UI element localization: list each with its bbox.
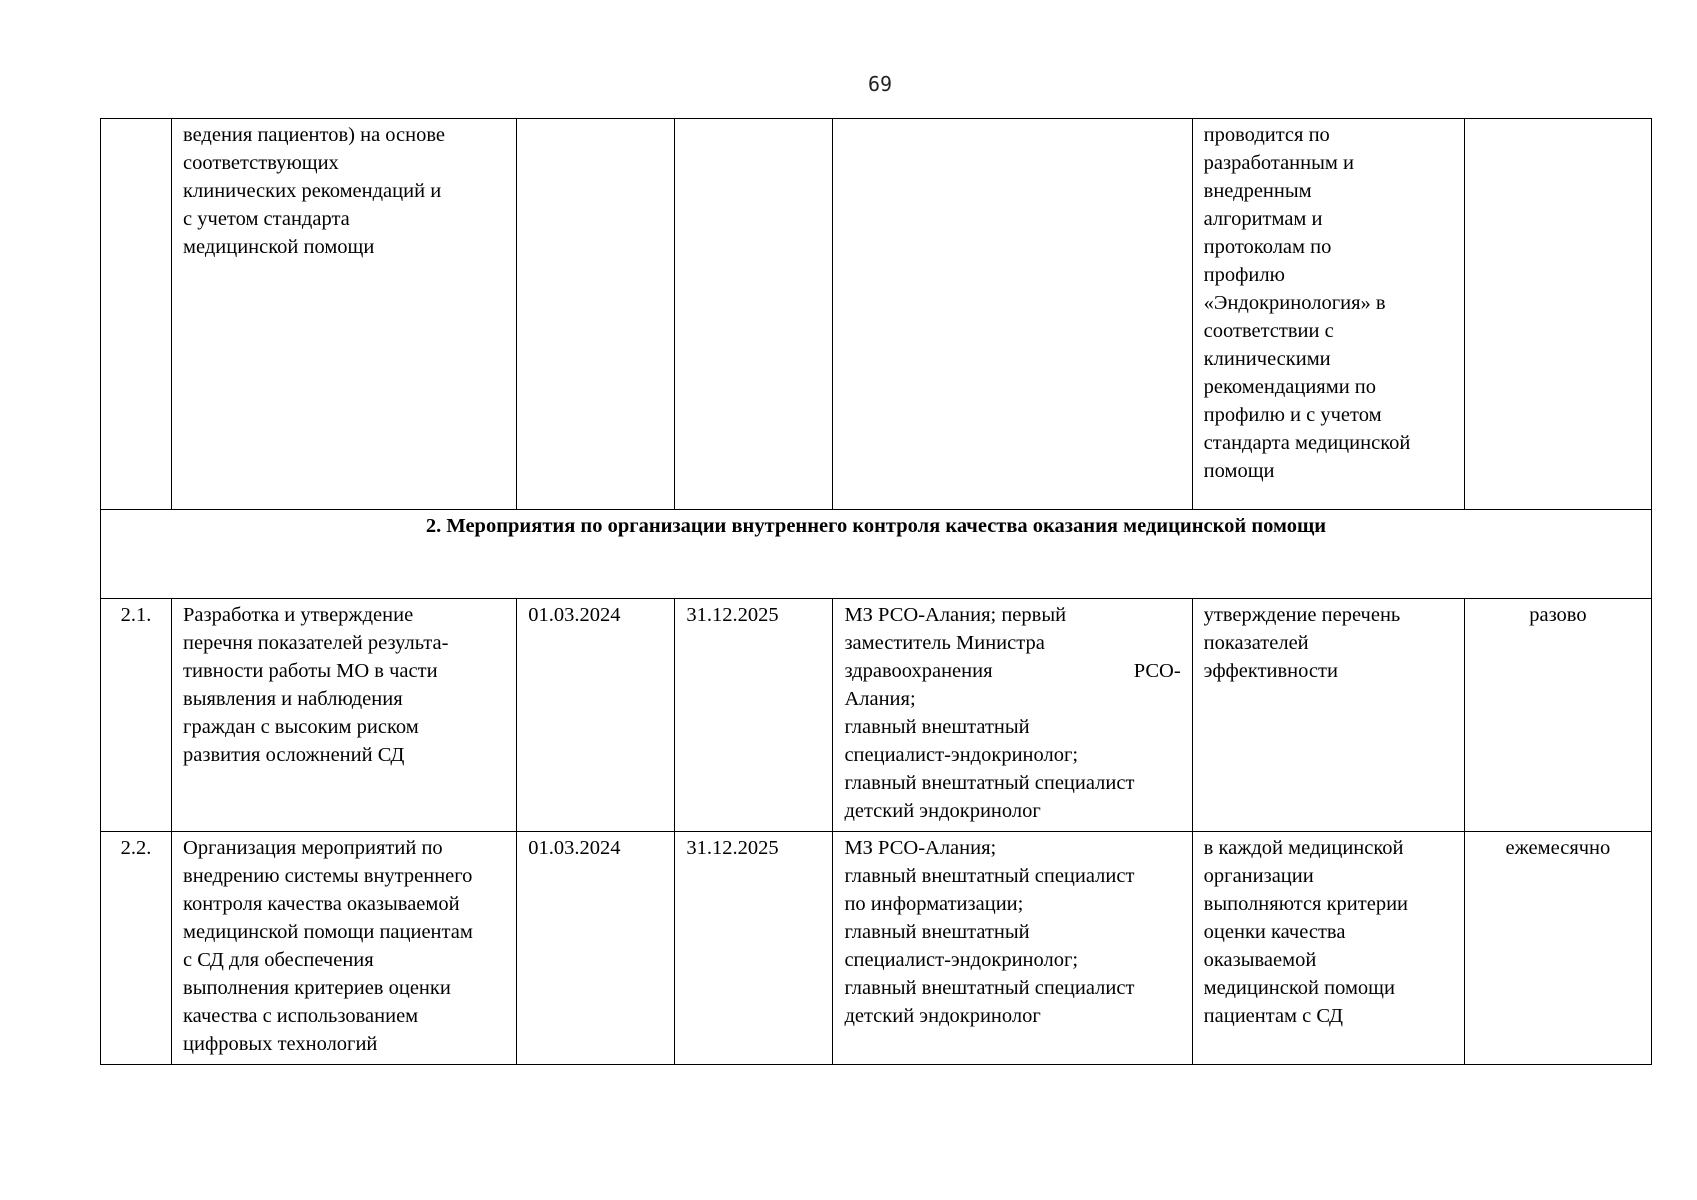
responsible-cell — [833, 599, 1192, 832]
row-number-cell: 2.2. — [101, 832, 172, 1065]
start-date-cell: 01.03.2024 — [517, 599, 675, 832]
result-cell: в каждой медицинской организации выполняются критерии оценки качества оказываемой медицинской помощи пациентам с СД — [1192, 832, 1464, 1065]
responsible-line: заместитель Министра — [844, 632, 1045, 654]
responsible-word: РСО- — [1133, 660, 1181, 682]
start-date-cell: 01.03.2024 — [517, 832, 675, 1065]
responsible-cell: МЗ РСО-Алания; главный внештатный специалист по информатизации; главный внештатный специалист-эндокринолог; главный внештатный специалист детский эндокринолог — [833, 832, 1192, 1065]
end-date-cell: 31.12.2025 — [675, 832, 833, 1065]
end-date-cell — [675, 119, 833, 510]
responsible-line: МЗ РСО-Алания; первый — [844, 604, 1067, 626]
result-cell: утверждение перечень показателей эффективности — [1192, 599, 1464, 832]
event-cell: Организация мероприятий по внедрению системы внутреннего контроля качества оказываемой медицинской помощи пациентам с СД для обеспечения выполнения критериев оценки качества с использованием цифровых технологий — [172, 832, 517, 1065]
table-row — [101, 119, 1652, 510]
section-header-row — [101, 510, 1652, 599]
responsible-cell — [833, 119, 1192, 510]
responsible-line — [844, 657, 1180, 685]
table-row — [101, 599, 1652, 832]
table-row — [101, 832, 1652, 1065]
page-number: 69 — [867, 72, 893, 96]
section-title: 2. Мероприятия по организации внутреннего контроля качества оказания медицинской помощи — [101, 510, 1652, 599]
event-cell: ведения пациентов) на основе соответствующих клинических рекомендаций и с учетом стандарта медицинской помощи — [172, 119, 517, 510]
frequency-cell: разово — [1464, 599, 1651, 832]
frequency-cell — [1464, 119, 1651, 510]
row-number-cell — [101, 119, 172, 510]
measures-table — [100, 118, 1652, 1065]
start-date-cell — [517, 119, 675, 510]
responsible-word: здравоохранения — [844, 660, 993, 682]
frequency-cell: ежемесячно — [1464, 832, 1651, 1065]
result-cell: проводится по разработанным и внедренным алгоритмам и протоколам по профилю «Эндокринология» в соответствии с клиническими рекомендациями по профилю и с учетом стандарта медицинской помощи — [1192, 119, 1464, 510]
responsible-rest: Алания; главный внештатный специалист-эндокринолог; главный внештатный специалист детский эндокринолог — [844, 688, 1135, 822]
row-number-cell: 2.1. — [101, 599, 172, 832]
event-cell: Разработка и утверждение перечня показателей результа- тивности работы МО в части выявления и наблюдения граждан с высоким риском развития осложнений СД — [172, 599, 517, 832]
end-date-cell: 31.12.2025 — [675, 599, 833, 832]
